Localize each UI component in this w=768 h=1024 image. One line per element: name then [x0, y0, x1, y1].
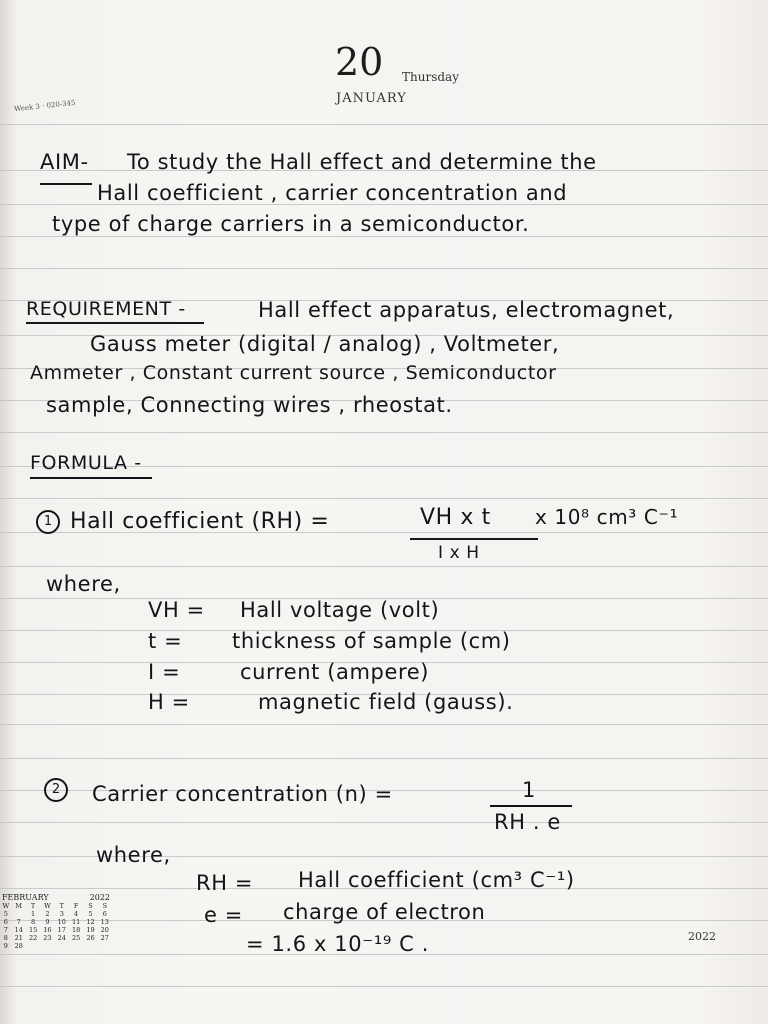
cal-cell: 7: [16, 918, 21, 926]
cal-cell: 7: [3, 926, 8, 934]
f2-def-desc-0: Hall coefficient (cm³ C⁻¹): [298, 868, 575, 892]
f1-def-desc-3: magnetic field (gauss).: [258, 690, 514, 714]
f1-def-desc-1: thickness of sample (cm): [232, 629, 511, 653]
formula-2-number: 2: [44, 778, 68, 802]
aim-line-2: Hall coefficient , carrier concentration and: [97, 181, 568, 205]
formula-2-where: where,: [96, 843, 171, 867]
cal-cell: 11: [71, 918, 81, 926]
cal-day-head: M: [15, 902, 23, 910]
cal-cell: 9: [3, 942, 8, 950]
cal-day-head: W: [2, 902, 10, 910]
formula-1-where: where,: [46, 572, 121, 596]
f1-def-sym-2: I =: [148, 660, 181, 684]
cal-cell: 5: [3, 910, 8, 918]
cal-cell: 24: [57, 934, 66, 942]
cal-cell: 17: [57, 926, 66, 934]
week-info: Week 3 · 020-345: [13, 98, 76, 114]
ruled-line: [0, 758, 768, 759]
cal-cell: 19: [86, 926, 95, 934]
cal-cell: [40, 942, 54, 950]
formula-1-numerator: VH x t: [420, 505, 491, 530]
f1-def-desc-0: Hall voltage (volt): [240, 598, 440, 622]
cal-cell: 6: [3, 918, 8, 926]
f1-def-sym-0: VH =: [148, 598, 205, 622]
cal-day-head: T: [30, 902, 36, 910]
formula-1-denominator: I x H: [438, 543, 480, 563]
cal-day-head: T: [59, 902, 64, 910]
cal-cell: 8: [3, 934, 8, 942]
requirement-line-3: Ammeter , Constant current source , Semiconductor: [30, 362, 557, 384]
cal-cell: 21: [14, 934, 23, 942]
cal-cell: 15: [28, 926, 38, 934]
requirement-line-1: Hall effect apparatus, electromagnet,: [258, 298, 675, 322]
cal-cell: 18: [71, 926, 81, 934]
requirement-underline: [26, 322, 204, 324]
cal-day-head: S: [88, 902, 93, 910]
weekday: Thursday: [402, 70, 459, 84]
cal-cell: [12, 910, 26, 918]
formula-underline: [30, 477, 152, 479]
cal-day-head: F: [73, 902, 79, 910]
formula-2-fraction-bar: [490, 805, 572, 807]
cal-cell: 16: [43, 926, 52, 934]
f2-def-sym-0: RH =: [196, 871, 254, 895]
f1-def-desc-2: current (ampere): [240, 660, 430, 684]
cal-cell: [98, 942, 112, 950]
requirement-line-2: Gauss meter (digital / analog) , Voltmeter,: [90, 332, 560, 356]
aim-line-3: type of charge carriers in a semiconductor.: [52, 212, 530, 236]
formula-1-number: 1: [36, 510, 60, 534]
cal-cell: 13: [100, 918, 109, 926]
cal-cell: [55, 942, 69, 950]
formula-label: FORMULA -: [30, 452, 142, 474]
f2-def-desc-2: = 1.6 x 10⁻¹⁹ C .: [246, 932, 429, 956]
formula-1-lhs: Hall coefficient (RH) =: [70, 509, 330, 534]
cal-cell: 10: [57, 918, 66, 926]
f2-def-desc-1: charge of electron: [283, 900, 486, 924]
cal-cell: 22: [28, 934, 38, 942]
calendar-month: FEBRUARY: [2, 893, 49, 902]
ruled-line: [0, 986, 768, 987]
ruled-line: [0, 566, 768, 567]
cal-cell: 23: [43, 934, 52, 942]
cal-cell: 4: [74, 910, 79, 918]
cal-cell: 1: [31, 910, 36, 918]
footer-year: 2022: [688, 930, 716, 943]
aim-line-1: To study the Hall effect and determine the: [127, 150, 597, 174]
requirement-line-4: sample, Connecting wires , rheostat.: [46, 393, 453, 417]
ruled-line: [0, 822, 768, 823]
cal-cell: 27: [100, 934, 109, 942]
cal-cell: 2: [45, 910, 50, 918]
calendar-year: 2022: [89, 893, 110, 902]
formula-2-numerator: 1: [522, 778, 536, 802]
formula-2-lhs: Carrier concentration (n) =: [92, 782, 393, 806]
ruled-line: [0, 724, 768, 725]
cal-cell: 25: [71, 934, 81, 942]
aim-label: AIM-: [40, 150, 89, 174]
f1-def-sym-3: H =: [148, 690, 190, 714]
month: JANUARY: [336, 91, 407, 106]
ruled-line: [0, 268, 768, 269]
cal-cell: 26: [86, 934, 95, 942]
formula-2-denominator: RH . e: [494, 810, 561, 834]
cal-cell: 20: [100, 926, 109, 934]
cal-cell: [26, 942, 40, 950]
cal-cell: 28: [14, 942, 23, 950]
f1-def-sym-1: t =: [148, 629, 183, 653]
cal-day-head: W: [44, 902, 51, 910]
cal-cell: 14: [14, 926, 23, 934]
cal-cell: [83, 942, 97, 950]
cal-cell: 6: [102, 910, 107, 918]
cal-day-head: S: [102, 902, 108, 910]
f2-def-sym-1: e =: [204, 903, 243, 927]
formula-1-fraction-bar: [410, 538, 538, 540]
cal-cell: 3: [59, 910, 64, 918]
cal-cell: 9: [45, 918, 50, 926]
date-number: 20: [335, 40, 384, 84]
cal-cell: 5: [88, 910, 93, 918]
cal-cell: 12: [86, 918, 95, 926]
cal-cell: 8: [31, 918, 36, 926]
mini-calendar: [0, 893, 112, 950]
cal-cell: [69, 942, 83, 950]
requirement-label: REQUIREMENT -: [26, 298, 186, 320]
ruled-line: [0, 498, 768, 499]
aim-underline: [40, 183, 92, 185]
formula-1-factor: x 10⁸ cm³ C⁻¹: [535, 505, 679, 529]
ruled-line: [0, 124, 768, 125]
ruled-line: [0, 236, 768, 237]
ruled-line: [0, 432, 768, 433]
